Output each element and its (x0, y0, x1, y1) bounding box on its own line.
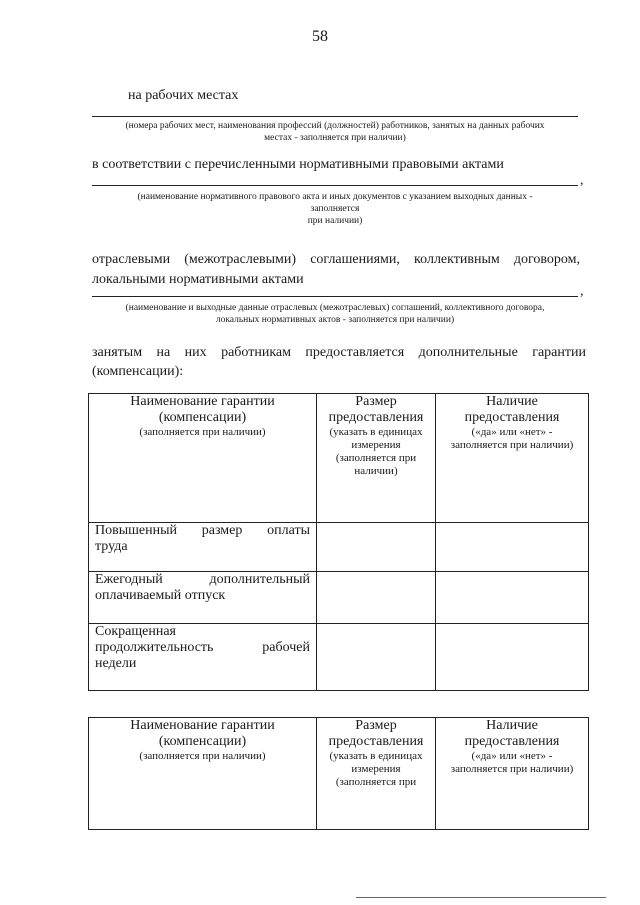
employees-line-2: (компенсации): (92, 364, 184, 379)
agreements-note-line-1: (наименование и выходные данные отраслевых (межотраслевых) соглашений, коллективного договора, (125, 303, 545, 313)
row-availability-cell[interactable] (436, 572, 589, 624)
workplaces-note-line-2: местах - заполняется при наличии) (264, 133, 406, 143)
acts-comma: , (580, 173, 584, 188)
header-sub: («да» или «нет» - заполняется при наличии) (450, 426, 574, 451)
row-guarantee-name (89, 523, 317, 572)
cell-line: Повышенный размер оплаты (95, 523, 310, 538)
cell-line: продолжительность рабочей (95, 640, 310, 655)
header-sub: (заполняется при наличии) (139, 750, 266, 762)
workplaces-note (92, 120, 578, 144)
header-title: Наименование гарантии (компенсации) (130, 394, 275, 425)
header-provision-size (317, 718, 436, 830)
table-header-row (89, 394, 589, 523)
header-guarantee-name (89, 718, 317, 830)
page-number: 58 (312, 28, 328, 45)
footer-rule (356, 897, 606, 898)
agreements-line-2: локальными нормативными актами (92, 272, 304, 287)
header-sub: («да» или «нет» - заполняется при наличии) (450, 750, 574, 775)
row-size-cell[interactable] (317, 523, 436, 572)
acts-fill-line (92, 185, 578, 186)
header-sub: (заполняется при наличии) (139, 426, 266, 438)
row-guarantee-name (89, 572, 317, 624)
workplaces-note-line-1: (номера рабочих мест, наименования профессий (должностей) работников, занятых на данных рабочих (125, 121, 545, 131)
employees-text (92, 343, 586, 381)
row-size-cell[interactable] (317, 624, 436, 691)
table-row (89, 624, 589, 691)
header-provision-availability (436, 394, 589, 523)
table-row (89, 572, 589, 624)
cell-line: недели (95, 656, 137, 671)
agreements-note-line-2: локальных нормативных актов - заполняется при наличии) (215, 315, 455, 325)
header-title: Размер предоставления (328, 394, 424, 425)
cell-line: Ежегодный дополнительный (95, 572, 310, 587)
guarantees-table-2 (88, 717, 589, 830)
acts-note-line-1: (наименование нормативного правового акта и иных документов с указанием выходных данных - (137, 192, 533, 202)
agreements-fill-line (92, 296, 578, 297)
header-title: Размер предоставления (328, 718, 424, 749)
guarantees-table-1 (88, 393, 589, 691)
header-guarantee-name (89, 394, 317, 523)
acts-note-line-2: заполняется (310, 204, 360, 214)
header-sub: (указать в единицах измерения (заполняется при наличии) (329, 426, 423, 477)
employees-line-1: занятым на них работникам предоставляется дополнительные гарантии (92, 345, 586, 360)
row-size-cell[interactable] (317, 572, 436, 624)
workplaces-fill-line (92, 116, 578, 117)
header-title: Наименование гарантии (компенсации) (130, 718, 275, 749)
acts-label: в соответствии с перечисленными нормативными правовыми актами (92, 157, 504, 172)
workplaces-label: на рабочих местах (128, 88, 239, 103)
row-availability-cell[interactable] (436, 624, 589, 691)
table-row (89, 523, 589, 572)
header-sub: (указать в единицах измерения (заполняется при (329, 750, 423, 788)
agreements-note (92, 302, 578, 326)
header-provision-availability (436, 718, 589, 830)
cell-line: Сокращенная (95, 624, 176, 639)
header-title: Наличие предоставления (464, 394, 560, 425)
acts-note-line-3: при наличии) (307, 216, 363, 226)
row-availability-cell[interactable] (436, 523, 589, 572)
agreements-text (92, 250, 580, 290)
cell-line: оплачиваемый отпуск (95, 588, 226, 603)
acts-note (92, 191, 578, 227)
agreements-line-1: отраслевыми (межотраслевыми) соглашениями, коллективным договором, (92, 252, 580, 267)
table-header-row (89, 718, 589, 830)
row-guarantee-name (89, 624, 317, 691)
cell-line: труда (95, 539, 128, 554)
agreements-comma: , (580, 284, 584, 299)
header-title: Наличие предоставления (464, 718, 560, 749)
header-provision-size (317, 394, 436, 523)
